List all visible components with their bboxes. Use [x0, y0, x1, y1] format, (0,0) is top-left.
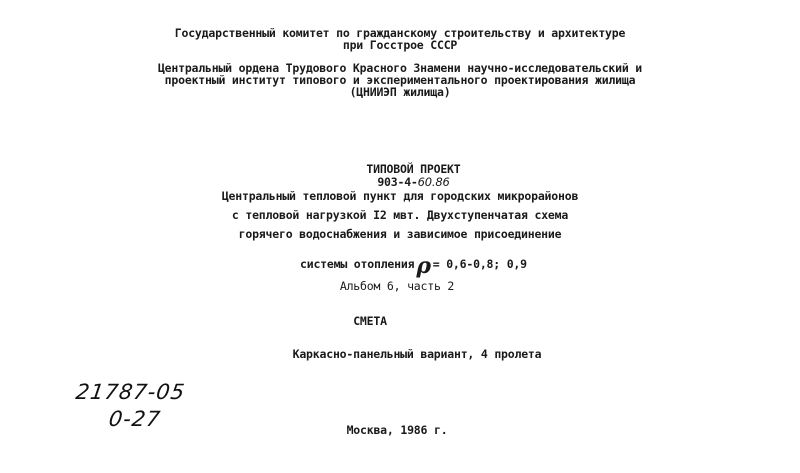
institute-name-line-2: проектный институт типового и экспериментального проектирования жилища [164, 73, 636, 87]
committee-affiliation: при Госстрое СССР [342, 38, 458, 52]
description-line-4-suffix: = 0,6-0,8; 0,9 [432, 257, 527, 271]
project-number-handwritten: 60.86 [417, 175, 450, 189]
description-line-1: Центральный тепловой пункт для городских микрорайонов [221, 189, 579, 203]
description-line-3: горячего водоснабжения и зависимое присоединение [238, 227, 562, 241]
institute-abbreviation: (ЦНИИЭП жилища) [349, 85, 451, 99]
album-label: Альбом 6, часть 2 [339, 279, 455, 293]
document-type: СМЕТА [353, 314, 387, 328]
publication-place-year: Москва, 1986 г. [346, 423, 448, 437]
inventory-number: 21787-05 [74, 380, 187, 404]
description-line-4-prefix: системы отопления [300, 257, 415, 271]
committee-name: Государственный комитет по гражданскому строительству и архитектуре [174, 26, 626, 40]
inventory-code: 0-27 [107, 407, 163, 431]
project-number-typed: 903-4- [377, 175, 418, 189]
description-line-2: с тепловой нагрузкой I2 мвт. Двухступенчатая схема [231, 208, 569, 222]
variant-label: Каркасно-панельный вариант, 4 пролета [292, 347, 542, 361]
project-label: ТИПОВОЙ ПРОЕКТ [366, 162, 461, 176]
institute-name-line-1: Центральный ордена Трудового Красного Знамени научно-исследовательский и [157, 61, 643, 75]
rho-symbol: ρ [416, 253, 431, 279]
